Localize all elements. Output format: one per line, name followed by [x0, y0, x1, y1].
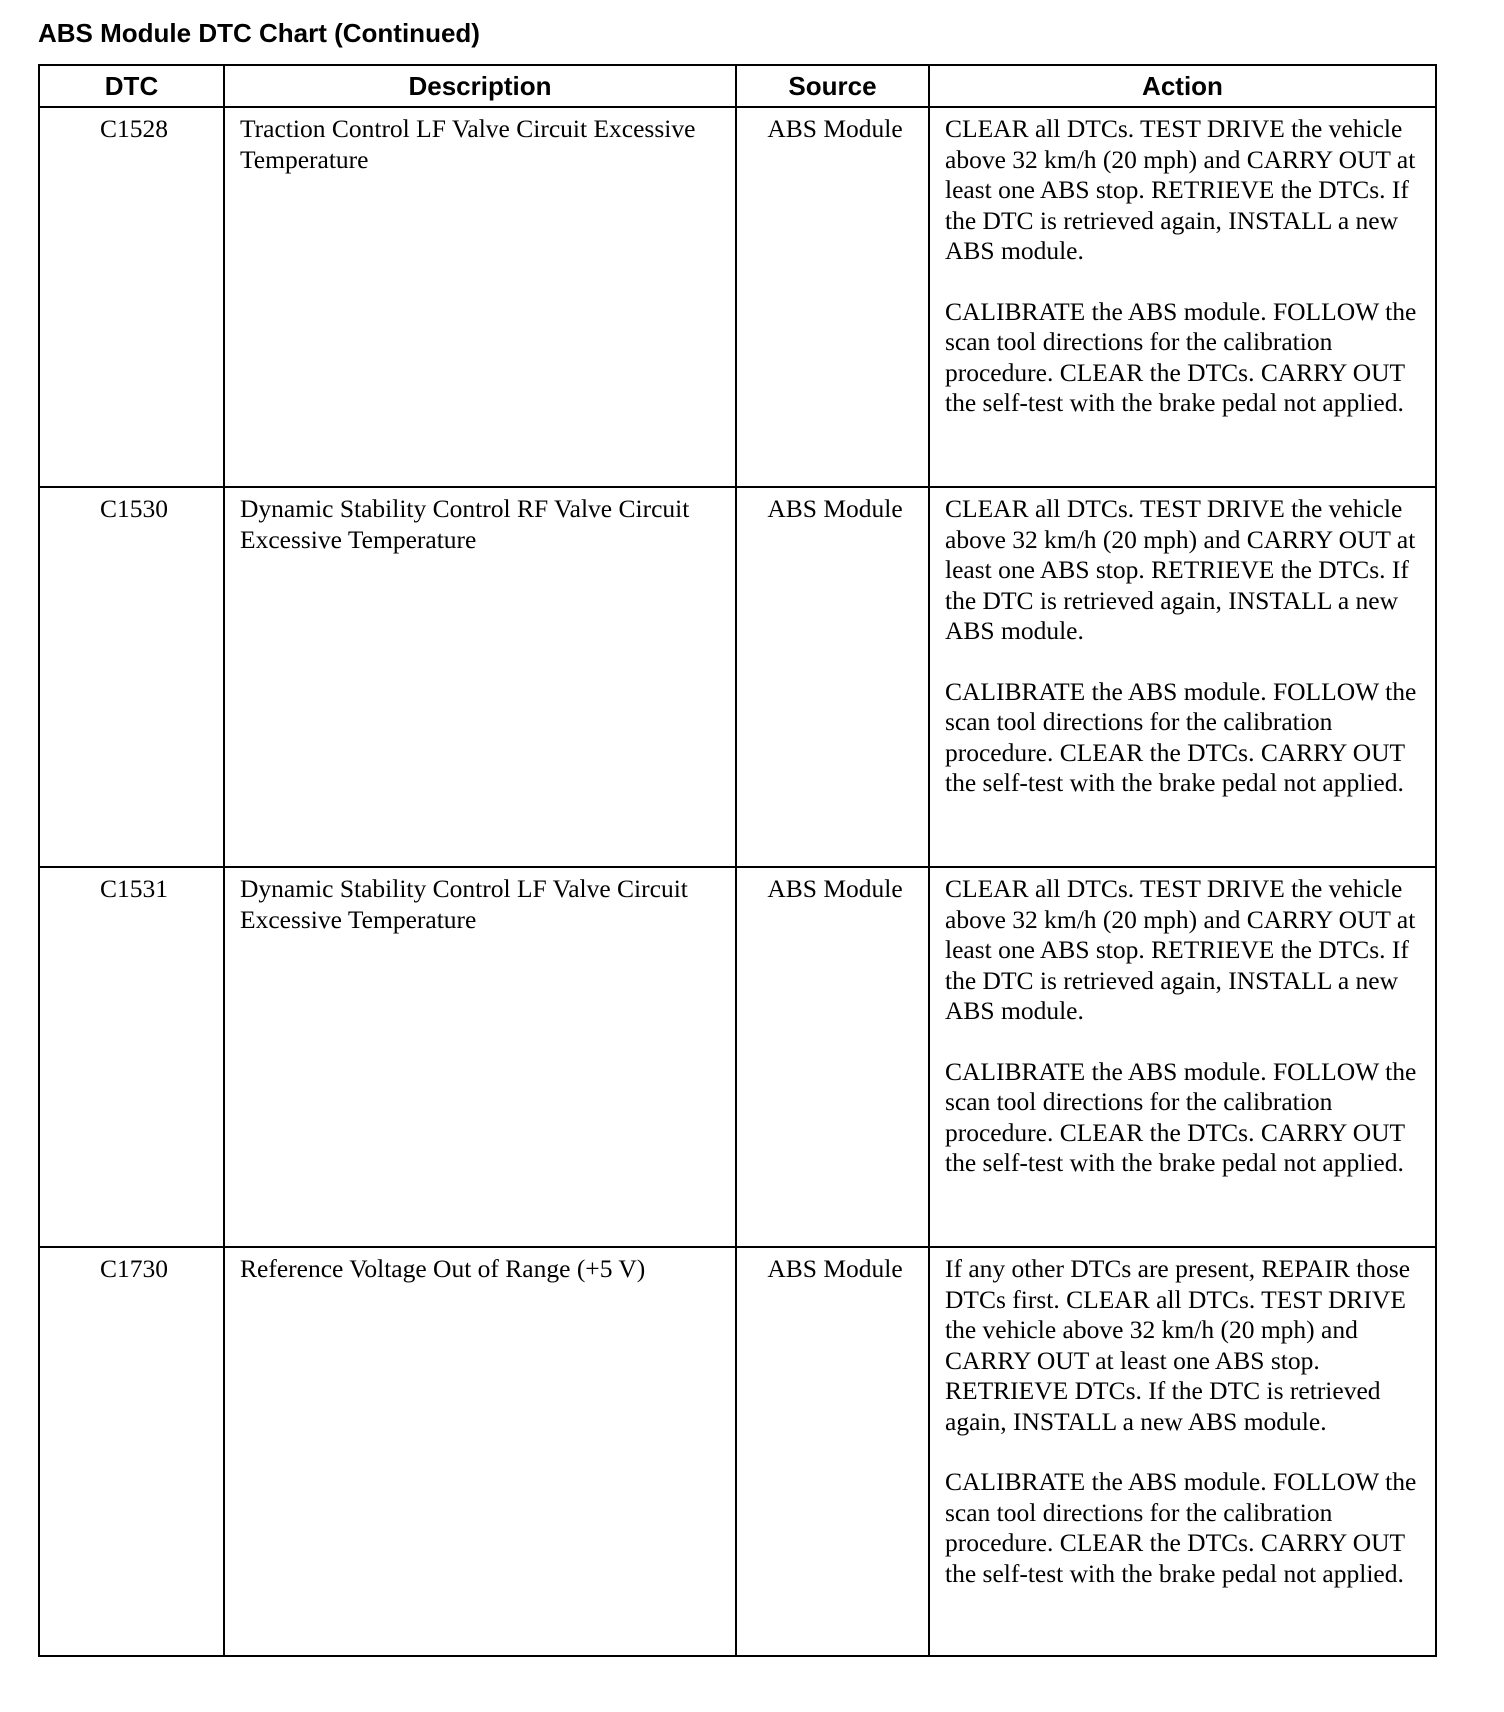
- header-source: Source: [736, 65, 929, 107]
- dtc-description: Traction Control LF Valve Circuit Excessive Temperature: [224, 107, 736, 487]
- action-paragraph: If any other DTCs are present, REPAIR those DTCs first. CLEAR all DTCs. TEST DRIVE the vehicle above 32 km/h (20 mph) and CARRY OUT at least one ABS stop. RETRIEVE DTCs. If the DTC is retrieved again, INSTALL a new ABS module.: [945, 1254, 1411, 1436]
- table-row: [39, 487, 1436, 867]
- header-description: Description: [224, 65, 736, 107]
- page-title: ABS Module DTC Chart (Continued): [38, 18, 480, 48]
- action-paragraph: CALIBRATE the ABS module. FOLLOW the scan tool directions for the calibration procedure. CLEAR the DTCs. CARRY OUT the self-test with the brake pedal not applied.: [945, 1056, 1417, 1177]
- dtc-code: C1730: [39, 1247, 224, 1656]
- header-dtc: DTC: [39, 65, 224, 107]
- dtc-source: ABS Module: [736, 107, 929, 487]
- action-paragraph: CLEAR all DTCs. TEST DRIVE the vehicle above 32 km/h (20 mph) and CARRY OUT at least one ABS stop. RETRIEVE the DTCs. If the DTC is retrieved again, INSTALL a new ABS module.: [945, 494, 1416, 645]
- header-action: Action: [929, 65, 1436, 107]
- dtc-action: [929, 487, 1436, 867]
- dtc-code: C1531: [39, 867, 224, 1247]
- dtc-action: [929, 1247, 1436, 1656]
- table-header-row: [39, 65, 1436, 107]
- action-paragraph: CALIBRATE the ABS module. FOLLOW the scan tool directions for the calibration procedure. CLEAR the DTCs. CARRY OUT the self-test with the brake pedal not applied.: [945, 676, 1417, 797]
- dtc-source: ABS Module: [736, 1247, 929, 1656]
- dtc-code: C1528: [39, 107, 224, 487]
- dtc-source: ABS Module: [736, 867, 929, 1247]
- action-paragraph: CLEAR all DTCs. TEST DRIVE the vehicle above 32 km/h (20 mph) and CARRY OUT at least one ABS stop. RETRIEVE the DTCs. If the DTC is retrieved again, INSTALL a new ABS module.: [945, 114, 1416, 265]
- action-paragraph: CLEAR all DTCs. TEST DRIVE the vehicle above 32 km/h (20 mph) and CARRY OUT at least one ABS stop. RETRIEVE the DTCs. If the DTC is retrieved again, INSTALL a new ABS module.: [945, 874, 1416, 1025]
- action-paragraph: CALIBRATE the ABS module. FOLLOW the scan tool directions for the calibration procedure. CLEAR the DTCs. CARRY OUT the self-test with the brake pedal not applied.: [945, 296, 1417, 417]
- dtc-description: Dynamic Stability Control LF Valve Circuit Excessive Temperature: [224, 867, 736, 1247]
- table-row: [39, 867, 1436, 1247]
- dtc-description: Reference Voltage Out of Range (+5 V): [224, 1247, 736, 1656]
- dtc-source: ABS Module: [736, 487, 929, 867]
- table-row: [39, 1247, 1436, 1656]
- action-paragraph: CALIBRATE the ABS module. FOLLOW the scan tool directions for the calibration procedure. CLEAR the DTCs. CARRY OUT the self-test with the brake pedal not applied.: [945, 1467, 1417, 1588]
- dtc-action: [929, 107, 1436, 487]
- dtc-chart-table: [38, 64, 1437, 1657]
- dtc-action: [929, 867, 1436, 1247]
- dtc-code: C1530: [39, 487, 224, 867]
- dtc-description: Dynamic Stability Control RF Valve Circuit Excessive Temperature: [224, 487, 736, 867]
- table-row: [39, 107, 1436, 487]
